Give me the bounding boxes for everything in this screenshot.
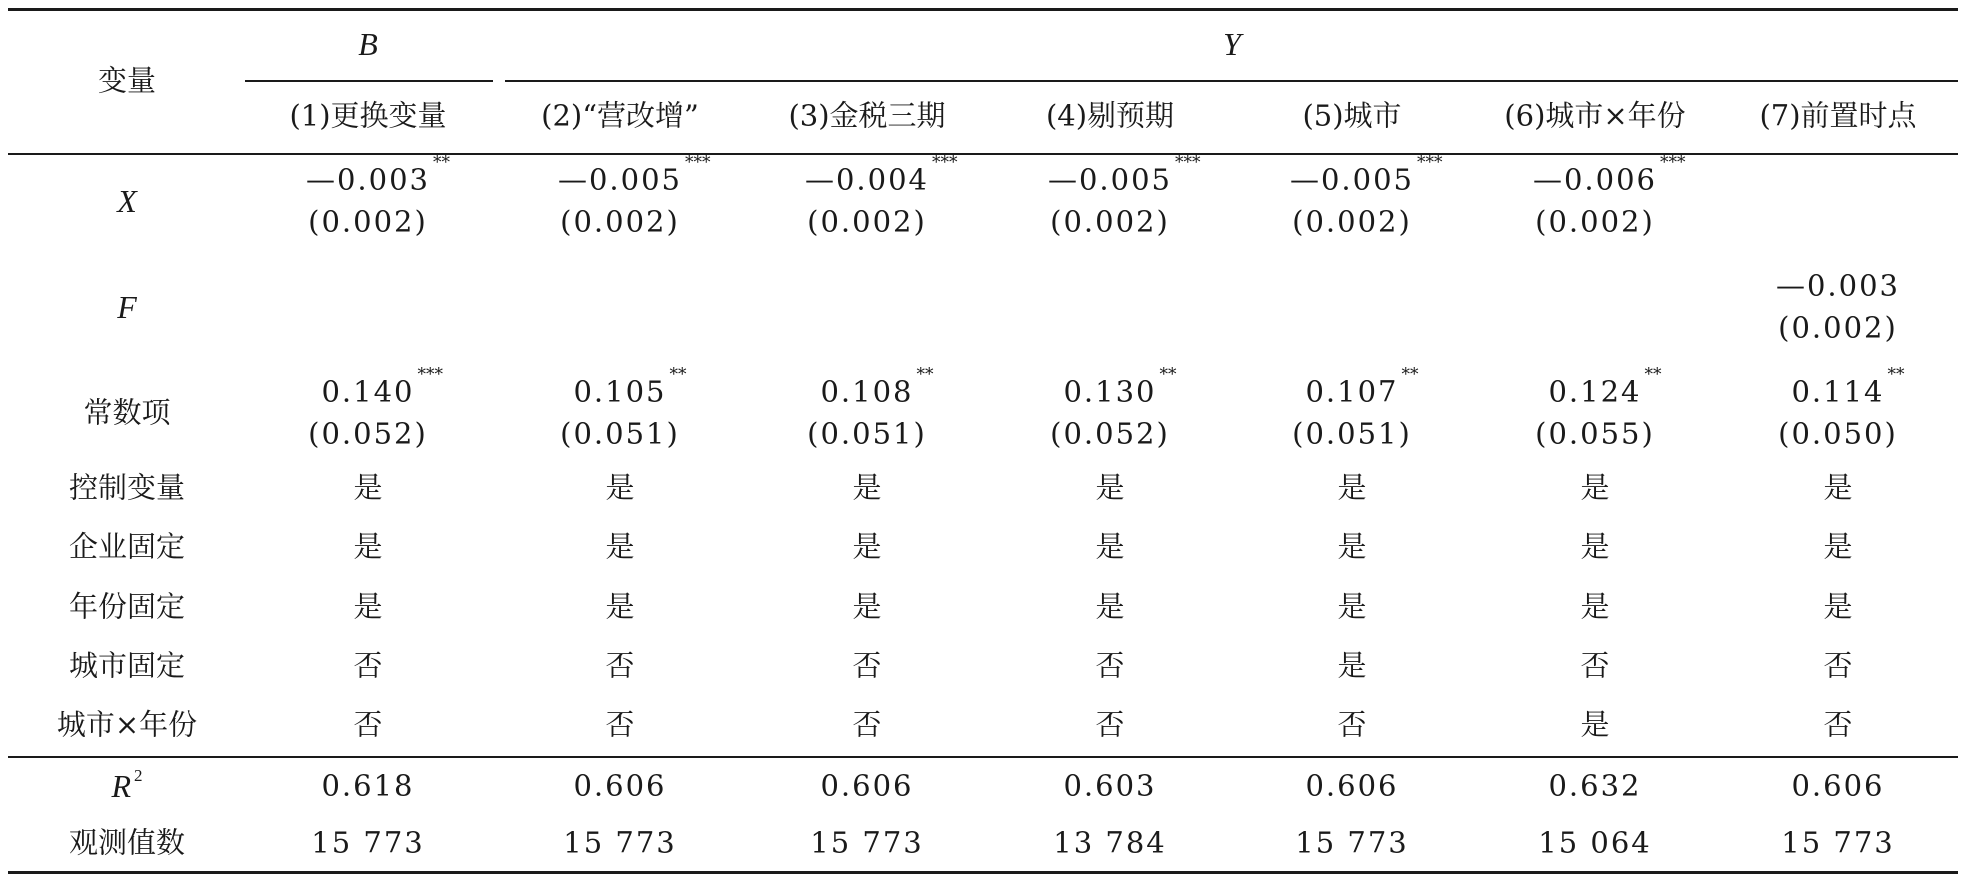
coef-x-col-1 bbox=[305, 152, 451, 197]
r2-superscript: 2 bbox=[134, 766, 143, 786]
r2-col-1: 0.618 bbox=[321, 768, 415, 803]
controls-col-5: 是 bbox=[1337, 470, 1367, 505]
coefficient-value: —0.005 bbox=[1289, 162, 1415, 197]
significance-stars: ** bbox=[433, 152, 451, 173]
column-header-1: (1)更换变量 bbox=[289, 98, 447, 133]
city_fe-col-1: 否 bbox=[353, 648, 383, 683]
variable-header: 变量 bbox=[97, 63, 157, 98]
top-rule bbox=[8, 8, 1958, 11]
coef-const-col-6 bbox=[1548, 364, 1662, 409]
firm_fe-col-7: 是 bbox=[1823, 529, 1853, 564]
significance-stars: *** bbox=[685, 152, 711, 173]
r2-col-7: 0.606 bbox=[1791, 768, 1885, 803]
controls-col-1: 是 bbox=[353, 470, 383, 505]
r2-col-2: 0.606 bbox=[573, 768, 667, 803]
row-label-controls: 控制变量 bbox=[68, 470, 186, 505]
coef-x-col-3 bbox=[804, 152, 958, 197]
city_fe-col-6: 否 bbox=[1580, 648, 1610, 683]
coefficient-value: 0.107 bbox=[1305, 374, 1399, 409]
r2-symbol: R bbox=[111, 768, 132, 804]
coefficient-value: 0.105 bbox=[573, 374, 667, 409]
se-x-col-6: (0.002) bbox=[1535, 204, 1655, 239]
coefficient-value: 0.130 bbox=[1063, 374, 1157, 409]
firm_fe-col-5: 是 bbox=[1337, 529, 1367, 564]
group-b-header: B bbox=[358, 26, 378, 62]
coef-x-col-4 bbox=[1047, 152, 1201, 197]
row-label-r2 bbox=[111, 766, 143, 804]
firm_fe-col-2: 是 bbox=[605, 529, 635, 564]
se-const-col-7: (0.050) bbox=[1778, 416, 1898, 451]
year_fe-col-4: 是 bbox=[1095, 589, 1125, 624]
se-const-col-3: (0.051) bbox=[807, 416, 927, 451]
city_year-col-5: 否 bbox=[1337, 707, 1367, 742]
city_fe-col-2: 否 bbox=[605, 648, 635, 683]
controls-col-3: 是 bbox=[852, 470, 882, 505]
coefficient-value: —0.003 bbox=[1775, 268, 1901, 303]
se-x-col-1: (0.002) bbox=[308, 204, 428, 239]
coefficient-value: 0.114 bbox=[1791, 374, 1885, 409]
city_year-col-4: 否 bbox=[1095, 707, 1125, 742]
column-header-6: (6)城市×年份 bbox=[1504, 98, 1686, 133]
coefficient-value: 0.140 bbox=[321, 374, 415, 409]
obs-col-2: 15 773 bbox=[563, 825, 677, 860]
year_fe-col-1: 是 bbox=[353, 589, 383, 624]
year_fe-col-7: 是 bbox=[1823, 589, 1853, 624]
year_fe-col-5: 是 bbox=[1337, 589, 1367, 624]
controls-col-6: 是 bbox=[1580, 470, 1610, 505]
year_fe-col-6: 是 bbox=[1580, 589, 1610, 624]
significance-stars: *** bbox=[417, 364, 444, 385]
coefficient-value: —0.003 bbox=[305, 162, 431, 197]
r2-col-4: 0.603 bbox=[1063, 768, 1157, 803]
se-x-col-2: (0.002) bbox=[560, 204, 680, 239]
r2-col-3: 0.606 bbox=[820, 768, 914, 803]
year_fe-col-3: 是 bbox=[852, 589, 882, 624]
obs-col-1: 15 773 bbox=[311, 825, 425, 860]
firm_fe-col-1: 是 bbox=[353, 529, 383, 564]
se-x-col-4: (0.002) bbox=[1050, 204, 1170, 239]
coef-x-col-5 bbox=[1289, 152, 1443, 197]
city_year-col-1: 否 bbox=[353, 707, 383, 742]
row-label-observations: 观测值数 bbox=[68, 825, 186, 860]
se-const-col-2: (0.051) bbox=[560, 416, 680, 451]
obs-col-6: 15 064 bbox=[1538, 825, 1652, 860]
significance-stars: *** bbox=[1660, 152, 1686, 173]
firm_fe-col-6: 是 bbox=[1580, 529, 1610, 564]
row-label-city-fixed: 城市固定 bbox=[68, 648, 186, 683]
group-y-underline bbox=[505, 80, 1958, 82]
significance-stars: ** bbox=[916, 364, 934, 385]
obs-col-5: 15 773 bbox=[1295, 825, 1409, 860]
coefficient-value: 0.108 bbox=[820, 374, 914, 409]
coef-f-col-7 bbox=[1775, 268, 1901, 303]
controls-col-2: 是 bbox=[605, 470, 635, 505]
significance-stars: ** bbox=[1887, 364, 1905, 385]
column-header-4: (4)剔预期 bbox=[1045, 98, 1175, 133]
coefficient-value: —0.004 bbox=[804, 162, 930, 197]
row-label-f: F bbox=[117, 289, 137, 325]
group-y-header: Y bbox=[1223, 26, 1241, 62]
row-label-x: X bbox=[117, 183, 137, 219]
coef-const-col-7 bbox=[1791, 364, 1905, 409]
row-label-firm-fixed: 企业固定 bbox=[68, 529, 186, 564]
row-label-constant: 常数项 bbox=[83, 395, 171, 430]
coef-const-col-1 bbox=[321, 364, 444, 409]
coef-x-col-6 bbox=[1532, 152, 1686, 197]
coefficient-value: —0.006 bbox=[1532, 162, 1658, 197]
se-x-col-5: (0.002) bbox=[1292, 204, 1412, 239]
significance-stars: ** bbox=[1401, 364, 1419, 385]
bottom-rule bbox=[8, 871, 1958, 874]
se-const-col-6: (0.055) bbox=[1535, 416, 1655, 451]
significance-stars: *** bbox=[1417, 152, 1443, 173]
coefficient-value: 0.124 bbox=[1548, 374, 1642, 409]
group-b-underline bbox=[245, 80, 493, 82]
obs-col-7: 15 773 bbox=[1781, 825, 1895, 860]
r2-col-6: 0.632 bbox=[1548, 768, 1642, 803]
city_year-col-3: 否 bbox=[852, 707, 882, 742]
coef-const-col-3 bbox=[820, 364, 934, 409]
row-label-year-fixed: 年份固定 bbox=[68, 589, 186, 624]
coef-x-col-2 bbox=[557, 152, 711, 197]
column-header-7: (7)前置时点 bbox=[1759, 98, 1917, 133]
firm_fe-col-4: 是 bbox=[1095, 529, 1125, 564]
se-const-col-4: (0.052) bbox=[1050, 416, 1170, 451]
se-x-col-3: (0.002) bbox=[807, 204, 927, 239]
city_fe-col-4: 否 bbox=[1095, 648, 1125, 683]
coef-const-col-5 bbox=[1305, 364, 1419, 409]
city_year-col-2: 否 bbox=[605, 707, 635, 742]
column-header-3: (3)金税三期 bbox=[788, 98, 946, 133]
coefficient-value: —0.005 bbox=[557, 162, 683, 197]
se-const-col-5: (0.051) bbox=[1292, 416, 1412, 451]
city_fe-col-7: 否 bbox=[1823, 648, 1853, 683]
row-label-city-year: 城市×年份 bbox=[56, 707, 198, 742]
obs-col-4: 13 784 bbox=[1053, 825, 1167, 860]
se-const-col-1: (0.052) bbox=[308, 416, 428, 451]
firm_fe-col-3: 是 bbox=[852, 529, 882, 564]
significance-stars: *** bbox=[1175, 152, 1201, 173]
city_year-col-6: 是 bbox=[1580, 707, 1610, 742]
coefficient-value: —0.005 bbox=[1047, 162, 1173, 197]
se-f-col-7: (0.002) bbox=[1778, 310, 1898, 345]
column-header-2: (2)“营改增” bbox=[541, 98, 699, 133]
significance-stars: *** bbox=[932, 152, 958, 173]
significance-stars: ** bbox=[1159, 364, 1177, 385]
obs-col-3: 15 773 bbox=[810, 825, 924, 860]
significance-stars: ** bbox=[1644, 364, 1662, 385]
controls-col-7: 是 bbox=[1823, 470, 1853, 505]
stats-top-rule bbox=[8, 756, 1958, 758]
coef-const-col-4 bbox=[1063, 364, 1177, 409]
city_fe-col-5: 是 bbox=[1337, 648, 1367, 683]
coef-const-col-2 bbox=[573, 364, 687, 409]
year_fe-col-2: 是 bbox=[605, 589, 635, 624]
r2-col-5: 0.606 bbox=[1305, 768, 1399, 803]
significance-stars: ** bbox=[669, 364, 687, 385]
city_fe-col-3: 否 bbox=[852, 648, 882, 683]
column-header-5: (5)城市 bbox=[1302, 98, 1402, 133]
controls-col-4: 是 bbox=[1095, 470, 1125, 505]
city_year-col-7: 否 bbox=[1823, 707, 1853, 742]
